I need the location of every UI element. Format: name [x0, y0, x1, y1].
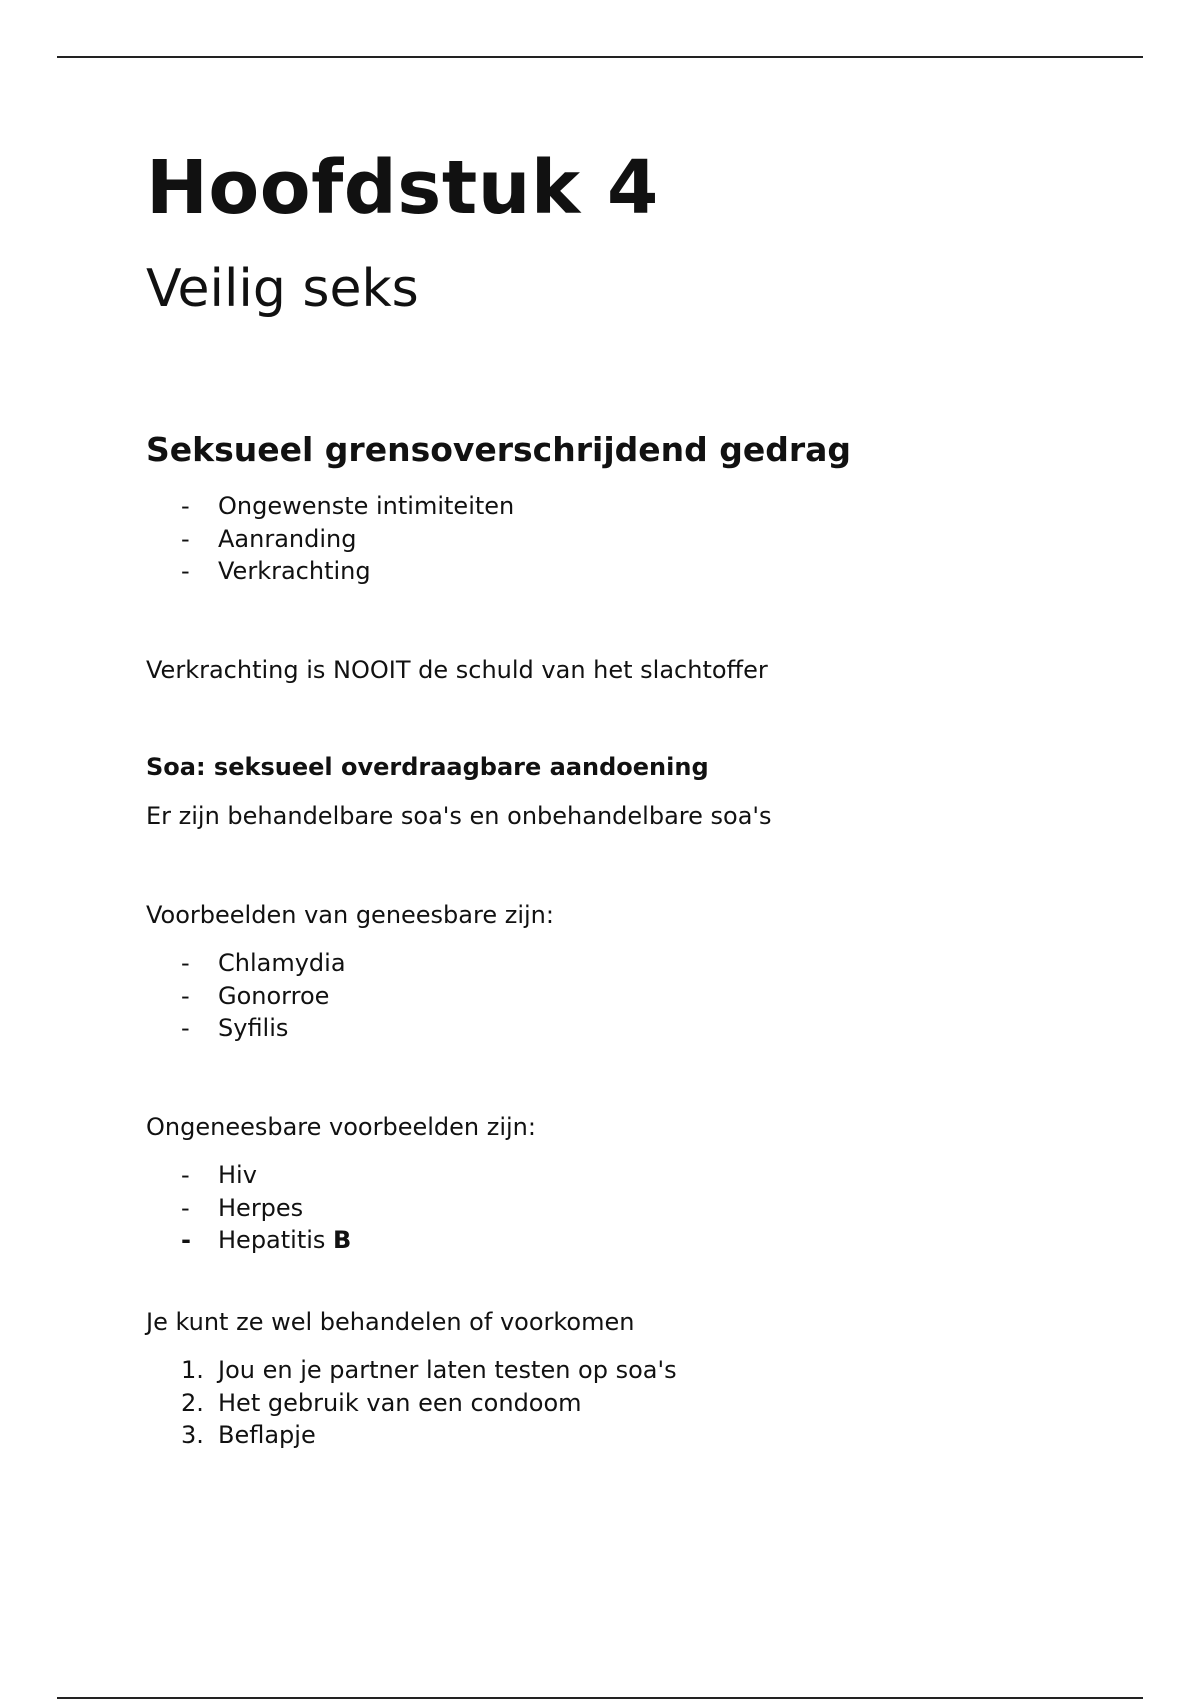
incurable-intro: Ongeneesbare voorbeelden zijn:	[146, 1113, 536, 1141]
list-item: - Syfilis	[181, 1014, 289, 1042]
incurable-list	[146, 1159, 351, 1257]
list-item: - Hepatitis B	[181, 1226, 352, 1254]
curable-intro: Voorbeelden van geneesbare zijn:	[146, 901, 554, 929]
list-item: - Herpes	[181, 1193, 304, 1222]
list-item: - Chlamydia	[181, 949, 346, 977]
page-title: Hoofdstuk 4	[146, 145, 659, 231]
soa-heading: Soa: seksueel overdraagbare aandoening	[146, 753, 709, 781]
list-item: - Aanranding	[181, 524, 357, 553]
list-item: - Gonorroe	[181, 981, 330, 1010]
list-item: - Ongewenste intimiteiten	[181, 492, 515, 520]
list-item: 3. Beflapje	[181, 1421, 316, 1449]
list-item: 2. Het gebruik van een condoom	[181, 1388, 582, 1417]
section-heading: Seksueel grensoverschrijdend gedrag	[146, 430, 852, 469]
page-subtitle: Veilig seks	[146, 259, 419, 319]
bottom-rule	[57, 1697, 1143, 1699]
list-item: - Verkrachting	[181, 557, 371, 585]
list-item: - Hiv	[181, 1161, 257, 1189]
curable-list	[146, 947, 346, 1045]
prevention-intro: Je kunt ze wel behandelen of voorkomen	[146, 1308, 635, 1336]
soa-intro: Er zijn behandelbare soa's en onbehandelbare soa's	[146, 802, 772, 830]
prevention-list	[146, 1354, 677, 1452]
list-item: 1. Jou en je partner laten testen op soa's	[181, 1356, 677, 1384]
top-rule	[57, 56, 1143, 58]
statement-text: Verkrachting is NOOIT de schuld van het slachtoffer	[146, 656, 768, 684]
grensoverschrijdend-list	[146, 490, 514, 588]
